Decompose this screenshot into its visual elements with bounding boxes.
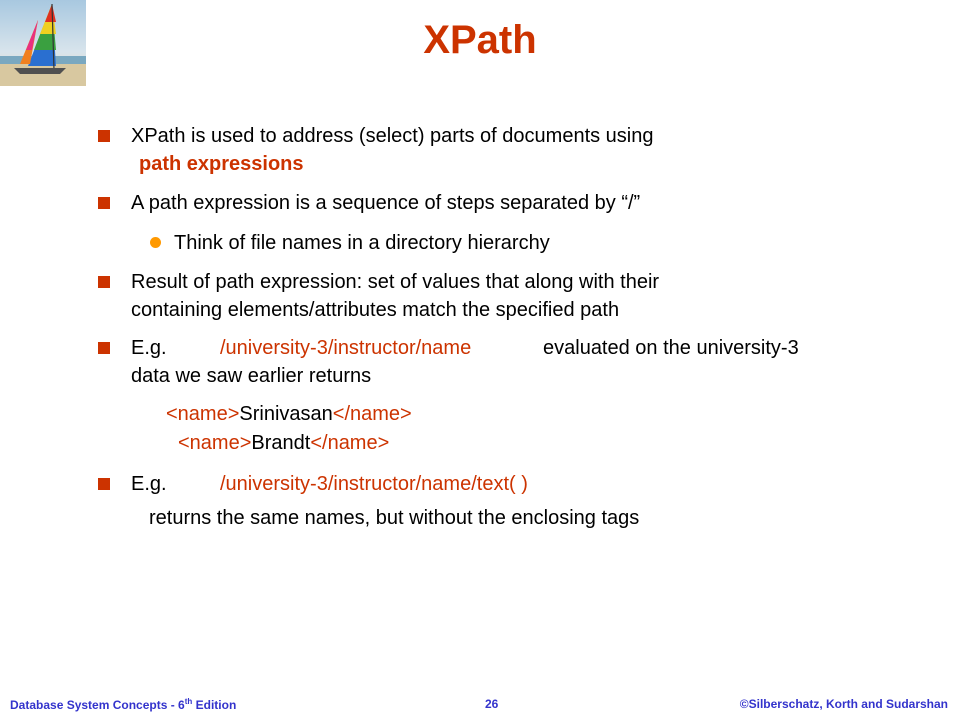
- footer-copyright: ©Silberschatz, Korth and Sudarshan: [739, 697, 948, 711]
- open-tag: <name>: [166, 403, 240, 425]
- bullet-5-prefix: E.g.: [131, 473, 167, 495]
- result-value: Srinivasan: [239, 403, 333, 425]
- footer-course-suffix: Edition: [192, 698, 237, 712]
- open-tag: <name>: [178, 432, 252, 454]
- bullet-marker: [98, 342, 110, 354]
- bullet-4-suffix: evaluated on the university-3: [543, 337, 799, 359]
- bullet-3-line-1: Result of path expression: set of values that along with their: [131, 271, 660, 293]
- close-tag: </name>: [310, 432, 390, 454]
- result-line-1: [166, 402, 412, 426]
- close-tag: </name>: [332, 403, 412, 425]
- bullet-marker: [98, 478, 110, 490]
- bullet-2-text: A path expression is a sequence of steps separated by “/”: [131, 192, 641, 214]
- bullet-marker: [98, 197, 110, 209]
- footer-course-title: [10, 697, 236, 712]
- bullet-4-path: /university-3/instructor/name: [220, 337, 472, 359]
- footer-course-prefix: Database System Concepts - 6: [10, 698, 185, 712]
- bullet-marker: [98, 276, 110, 288]
- result-line-2: [178, 431, 389, 455]
- sub-bullet-marker: [150, 237, 161, 248]
- result-value: Brandt: [251, 432, 311, 454]
- bullet-4-prefix: E.g.: [131, 337, 167, 359]
- bullet-1-emphasis: path expressions: [139, 153, 304, 175]
- page-number: 26: [485, 697, 499, 711]
- footer-course-sup: th: [184, 697, 193, 706]
- slide-title: XPath: [423, 18, 537, 62]
- bullet-1-text: XPath is used to address (select) parts of documents using: [131, 125, 654, 147]
- bullet-5-path: /university-3/instructor/name/text( ): [220, 473, 528, 495]
- bullet-3-line-2: containing elements/attributes match the specified path: [131, 299, 620, 321]
- bullet-5-line-2: returns the same names, but without the enclosing tags: [149, 507, 640, 529]
- bullet-marker: [98, 130, 110, 142]
- bullet-4-line-2: data we saw earlier returns: [131, 365, 372, 387]
- sub-bullet-text: Think of file names in a directory hierarchy: [174, 232, 550, 254]
